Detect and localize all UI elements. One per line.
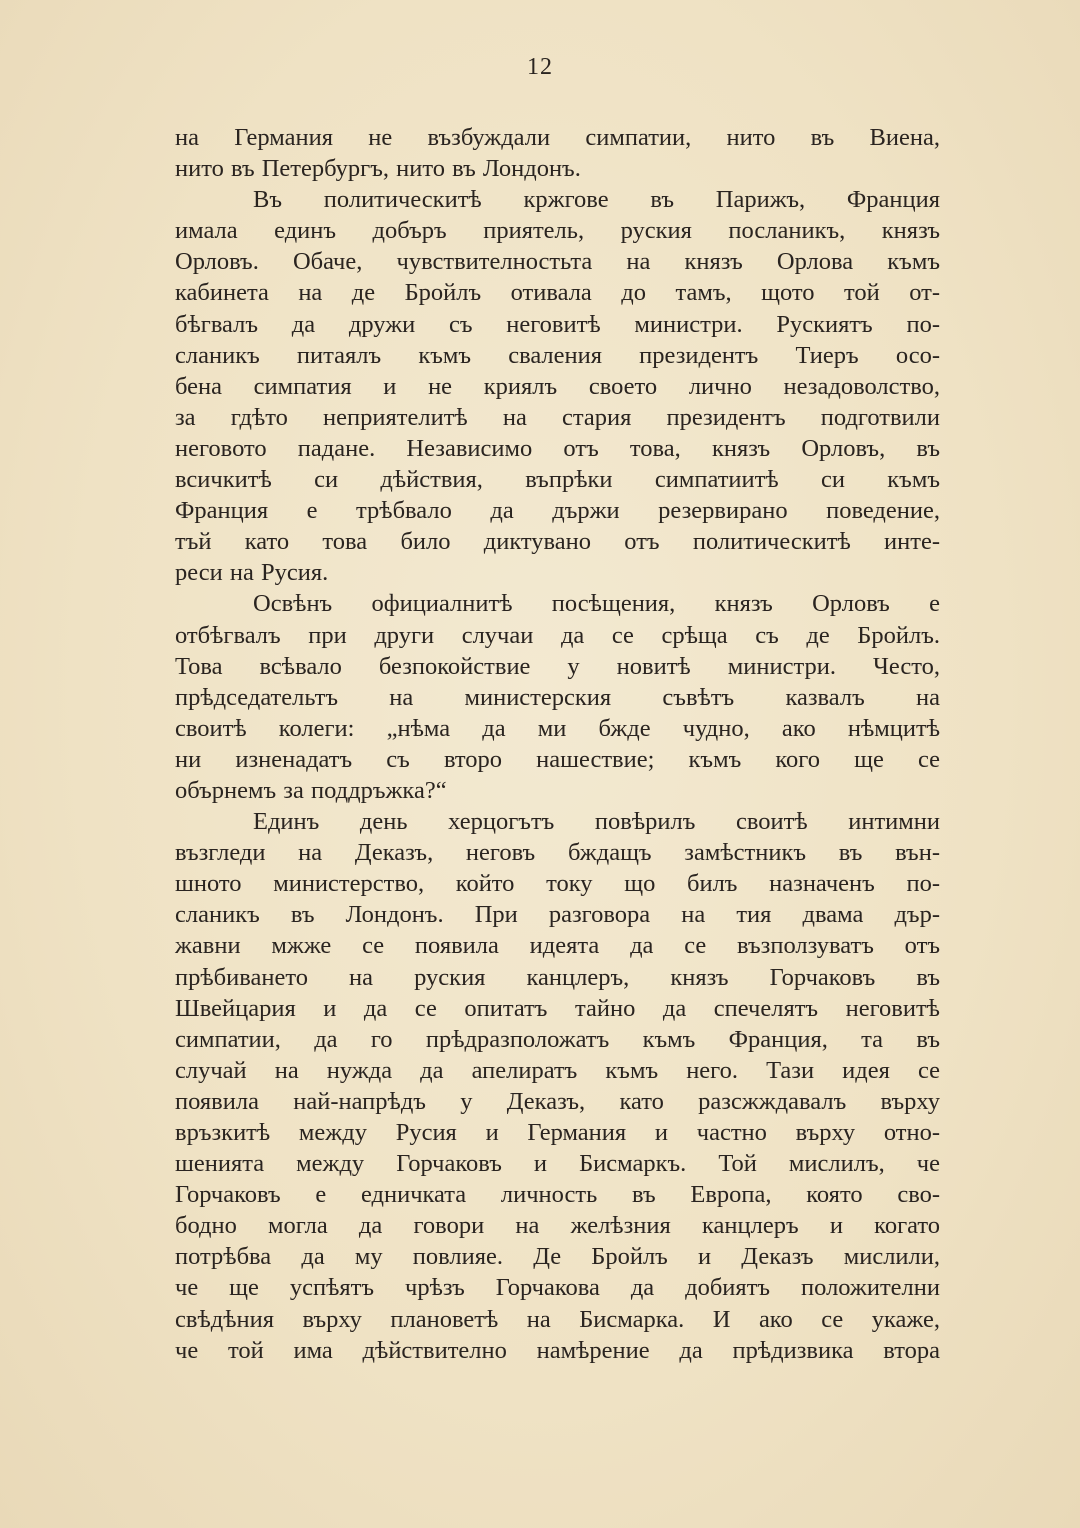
body-text (175, 122, 940, 1366)
text-line: прѣбиването на руския канцлеръ, князъ Горчаковъ въ (175, 963, 940, 991)
text-line: кабинета на де Бройлъ отивала до тамъ, щото той от- (175, 279, 940, 307)
text-line: свѣдѣния върху плановетѣ на Бисмарка. И ако се укаже, (175, 1305, 940, 1333)
text-line: отбѣгвалъ при други случаи да се срѣща съ де Бройлъ. (175, 621, 940, 649)
text-line: шенията между Горчаковъ и Бисмаркъ. Той мислилъ, че (175, 1150, 940, 1178)
text-line: нито въ Петербургъ, нито въ Лондонъ. (175, 155, 581, 183)
text-line: за гдѣто неприятелитѣ на стария президентъ подготвили (175, 403, 940, 431)
text-line: всичкитѣ си дѣйствия, въпрѣки симпатиитѣ си къмъ (175, 466, 940, 494)
text-line: възгледи на Деказъ, неговъ бждащъ замѣстникъ въ вън- (175, 839, 940, 867)
text-line: шното министерство, който току що билъ назначенъ по- (175, 870, 940, 898)
text-line: реси на Русия. (175, 559, 329, 587)
text-line: тъй като това било диктувано отъ политическитѣ инте- (175, 528, 940, 556)
text-line: обърнемъ за поддръжка?“ (175, 776, 447, 804)
text-line: имала единъ добъръ приятель, руския посланикъ, князъ (175, 217, 940, 245)
text-line: Орловъ. Обаче, чувствителностьта на князъ Орлова къмъ (175, 248, 940, 276)
text-line: случай на нужда да апелиратъ къмъ него. Тази идея се (175, 1056, 940, 1084)
text-line: на Германия не възбуждали симпатии, нито въ Виена, (175, 124, 940, 151)
text-line: бѣгвалъ да дружи съ неговитѣ министри. Рускиятъ по- (175, 310, 940, 338)
page-number: 12 (527, 54, 553, 80)
text-line: бена симпатия и не криялъ своето лично незадоволство, (175, 372, 940, 400)
text-line: Горчаковъ е едничката личность въ Европа, която сво- (175, 1181, 940, 1209)
text-line: че той има дѣйствително намѣрение да прѣдизвика втора (175, 1336, 940, 1364)
text-line: Освѣнъ официалнитѣ посѣщения, князъ Орловъ е (253, 590, 940, 618)
text-line: ни изненадатъ съ второ нашествие; къмъ кого ще се (175, 745, 940, 773)
text-line: Единъ день херцогътъ повѣрилъ своитѣ интимни (253, 808, 940, 836)
text-line: сланикъ питаялъ къмъ сваления президентъ Тиеръ осо- (175, 341, 940, 369)
text-line: прѣдседательтъ на министерския съвѣтъ казвалъ на (175, 683, 940, 711)
text-line: Швейцария и да се опитатъ тайно да спечелятъ неговитѣ (175, 994, 940, 1022)
text-line: своитѣ колеги: „нѣма да ми бжде чудно, ако нѣмцитѣ (175, 714, 940, 742)
text-line: връзкитѣ между Русия и Германия и частно върху отно- (175, 1119, 940, 1146)
text-line: жавни мжже се появила идеята да се възползуватъ отъ (175, 932, 940, 960)
text-line: потрѣбва да му повлияе. Де Бройлъ и Деказъ мислили, (175, 1243, 940, 1271)
text-line: симпатии, да го прѣдразположатъ къмъ Франция, та въ (175, 1025, 940, 1053)
text-line: неговото падане. Независимо отъ това, князъ Орловъ, въ (175, 434, 940, 462)
text-line: сланикъ въ Лондонъ. При разговора на тия двама дър- (175, 901, 940, 929)
text-line: появила най-напрѣдъ у Деказъ, като разсжждавалъ върху (175, 1087, 940, 1115)
text-line: Това всѣвало безпокойствие у новитѣ министри. Често, (175, 652, 940, 680)
text-line: Въ политическитѣ кржгове въ Парижъ, Франция (253, 186, 940, 214)
text-line: бодно могла да говори на желѣзния канцлеръ и когато (175, 1212, 940, 1240)
text-line: че ще успѣятъ чрѣзъ Горчакова да добиятъ положителни (175, 1274, 940, 1302)
text-line: Франция е трѣбвало да държи резервирано поведение, (175, 497, 940, 525)
